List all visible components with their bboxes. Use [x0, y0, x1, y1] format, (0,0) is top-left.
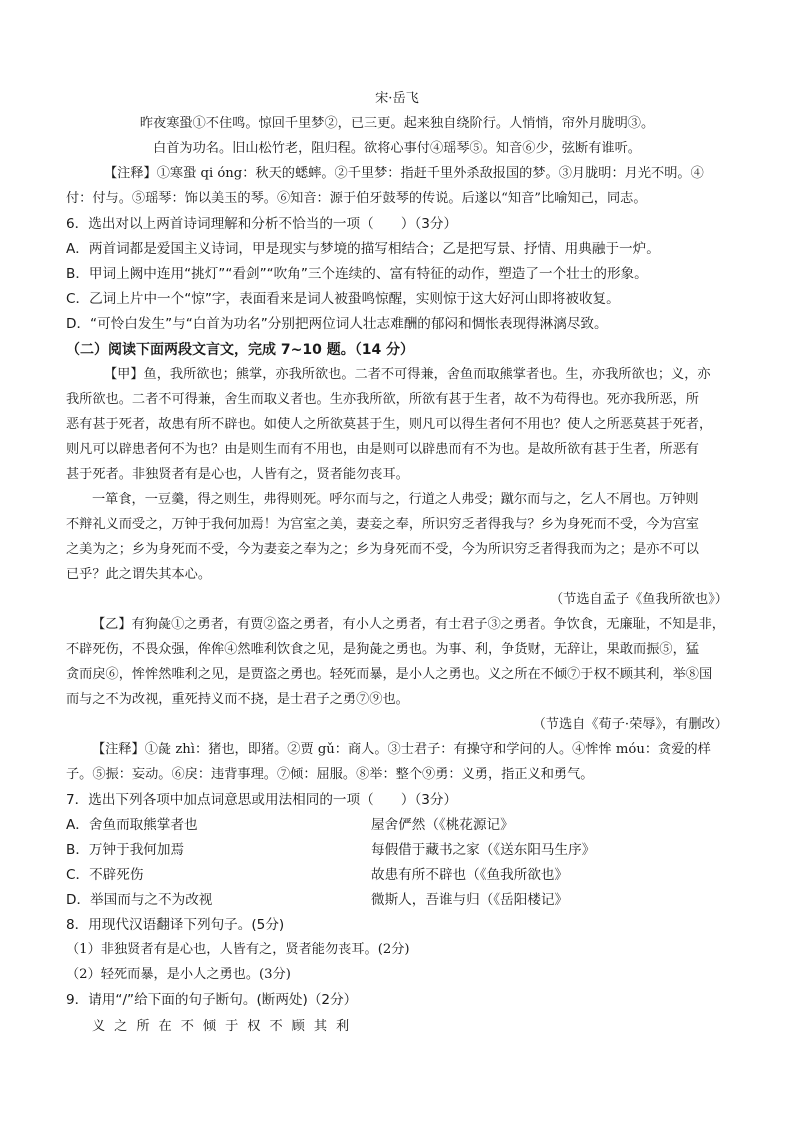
passage-yi-line: 而与之不为改视，重死持义而不挠，是士君子之勇⑦⑨也。 — [66, 692, 409, 707]
question-9-stem: 9．请用“/”给下面的句子断句。(断两处)（2分） — [66, 992, 358, 1008]
question-6-stem: 6．选出对以上两首诗词理解和分析不恰当的一项（ ）（3分） — [66, 216, 458, 232]
passage-yi-source: （节选自《荀子·荣辱》，有删改） — [532, 717, 728, 732]
question-9-sentence: 义之所在不倾于权不顾其利 — [92, 1019, 359, 1034]
section-heading: （二）阅读下面两段文言文，完成 7~10 题。（14 分） — [66, 342, 415, 358]
passage-jia-line: 之美为之；乡为身死而不受，今为妻妾之奉为之；乡为身死而不受，今为所识穷乏者得我而为之；是亦不可以 — [66, 542, 699, 557]
passage-jia-line: 则凡可以辟患者何不为也？由是则生而有不用也，由是则可以辟患而有不为也。是故所欲有甚于生者，所恶有 — [66, 442, 699, 457]
question-6-option-b: B．甲词上阙中连用“挑灯”“看剑”“吹角”三个连续的、富有特征的动作，塑造了一个壮士的形象。 — [66, 266, 648, 282]
passage-jia-line: 不辩礼义而受之，万钟于我何加焉！为宫室之美，妻妾之奉，所识穷乏者得我与？乡为身死而不受，今为宫室 — [66, 517, 699, 532]
question-7-stem: 7．选出下列各项中加点词意思或用法相同的一项（ ）（3分） — [66, 792, 458, 808]
poem-line-2: 白首为功名。旧山松竹老，阻归程。欲将心事付④瑶琴⑤。知音⑥少，弦断有谁听。 — [153, 141, 641, 156]
passage-yi-line: 不辟死伤，不畏众强，侔侔④然唯利饮食之见，是狗彘之勇也。为事、利，争货财，无辞让，果敢而振⑤，猛 — [66, 642, 699, 657]
passage-yi-line: 【乙】有狗彘①之勇者，有贾②盗之勇者，有小人之勇者，有士君子③之勇者。争饮食，无廉耻，不知是非， — [92, 617, 725, 632]
question-7-option-a-right: 屋舍俨然（《桃花源记》 — [371, 817, 514, 833]
question-8-stem: 8．用现代汉语翻译下列句子。(5分) — [66, 917, 285, 933]
question-7-option-a-left: A．舍鱼而取熊掌者也 — [66, 817, 198, 833]
question-7-option-b-left: B．万钟于我何加焉 — [66, 842, 185, 858]
poem-note-line: 付：付与。⑤瑶琴：饰以美玉的琴。⑥知音：源于伯牙鼓琴的传说。后遂以“知音”比喻知己，同志。 — [66, 191, 647, 206]
passage-yi-note: 【注释】①彘 zhì：猪也，即猪。②贾 gǔ：商人。③士君子：有操守和学问的人。④恈恈 móu：贪爱的样 — [92, 742, 711, 757]
poem-note-line: 【注释】①寒蛩 qi óng：秋天的蟋蟀。②千里梦：指赶千里外杀敌报国的梦。③月胧明：月光不明。④ — [104, 166, 704, 181]
question-8-item-2: （2）轻死而暴，是小人之勇也。(3分) — [66, 967, 291, 982]
passage-jia-source: （节选自孟子《鱼我所欲也》） — [549, 592, 728, 607]
poem-author: 宋·岳飞 — [375, 91, 419, 106]
question-7-option-b-right: 每假借于藏书之家（《送东阳马生序》 — [371, 842, 596, 858]
passage-jia-line: 甚于死者。非独贤者有是心也，人皆有之，贤者能勿丧耳。 — [66, 467, 409, 482]
passage-yi-line: 贪而戾⑥，恈恈然唯利之见，是贾盗之勇也。轻死而暴，是小人之勇也。义之所在不倾⑦于权不顾其利，举⑧国 — [66, 667, 713, 682]
question-7-option-d-left: D．举国而与之不为改视 — [66, 892, 213, 908]
passage-jia-line: 【甲】鱼，我所欲也；熊掌，亦我所欲也。二者不可得兼，舍鱼而取熊掌者也。生，亦我所欲也；义，亦 — [104, 367, 711, 382]
passage-jia-line: 我所欲也。二者不可得兼，舍生而取义者也。生亦我所欲，所欲有甚于生者，故不为苟得也。死亦我所恶，所 — [66, 392, 699, 407]
question-6-option-a: A．两首词都是爱国主义诗词，甲是现实与梦境的描写相结合；乙是把写景、抒情、用典融于一炉。 — [66, 241, 660, 257]
question-7-option-c-left: C．不辟死伤 — [66, 867, 144, 883]
question-8-item-1: （1）非独贤者有是心也，人皆有之，贤者能勿丧耳。(2分) — [66, 942, 410, 957]
passage-jia-line: 一箪食，一豆羹，得之则生，弗得则死。呼尔而与之，行道之人弗受；蹴尔而与之，乞人不屑也。万钟则 — [92, 492, 699, 507]
passage-jia-line: 恶有甚于死者，故患有所不辟也。如使人之所欲莫甚于生，则凡可以得生者何不用也？使人之所恶莫甚于死者， — [66, 417, 713, 432]
passage-jia-line: 已乎？此之谓失其本心。 — [66, 567, 212, 582]
question-6-option-d: D．“可怜白发生”与“白首为功名”分别把两位词人壮志难酬的郁闷和惆怅表现得淋漓尽致。 — [66, 316, 608, 332]
question-7-option-c-right: 故患有所不辟也（《鱼我所欲也》 — [371, 867, 569, 883]
question-6-option-c: C．乙词上片中一个“惊”字，表面看来是词人被蛩鸣惊醒，实则惊于这大好河山即将被收复。 — [66, 291, 620, 307]
question-7-option-d-right: 微斯人，吾谁与归（《岳阳楼记》 — [371, 892, 569, 908]
poem-line-1: 昨夜寒蛩①不住鸣。惊回千里梦②，已三更。起来独自绕阶行。人悄悄，帘外月胧明③。 — [139, 116, 655, 131]
passage-yi-note: 子。⑤振：妄动。⑥戾：违背事理。⑦倾：屈服。⑧举：整个⑨勇：义勇，指正义和勇气。 — [66, 767, 594, 782]
